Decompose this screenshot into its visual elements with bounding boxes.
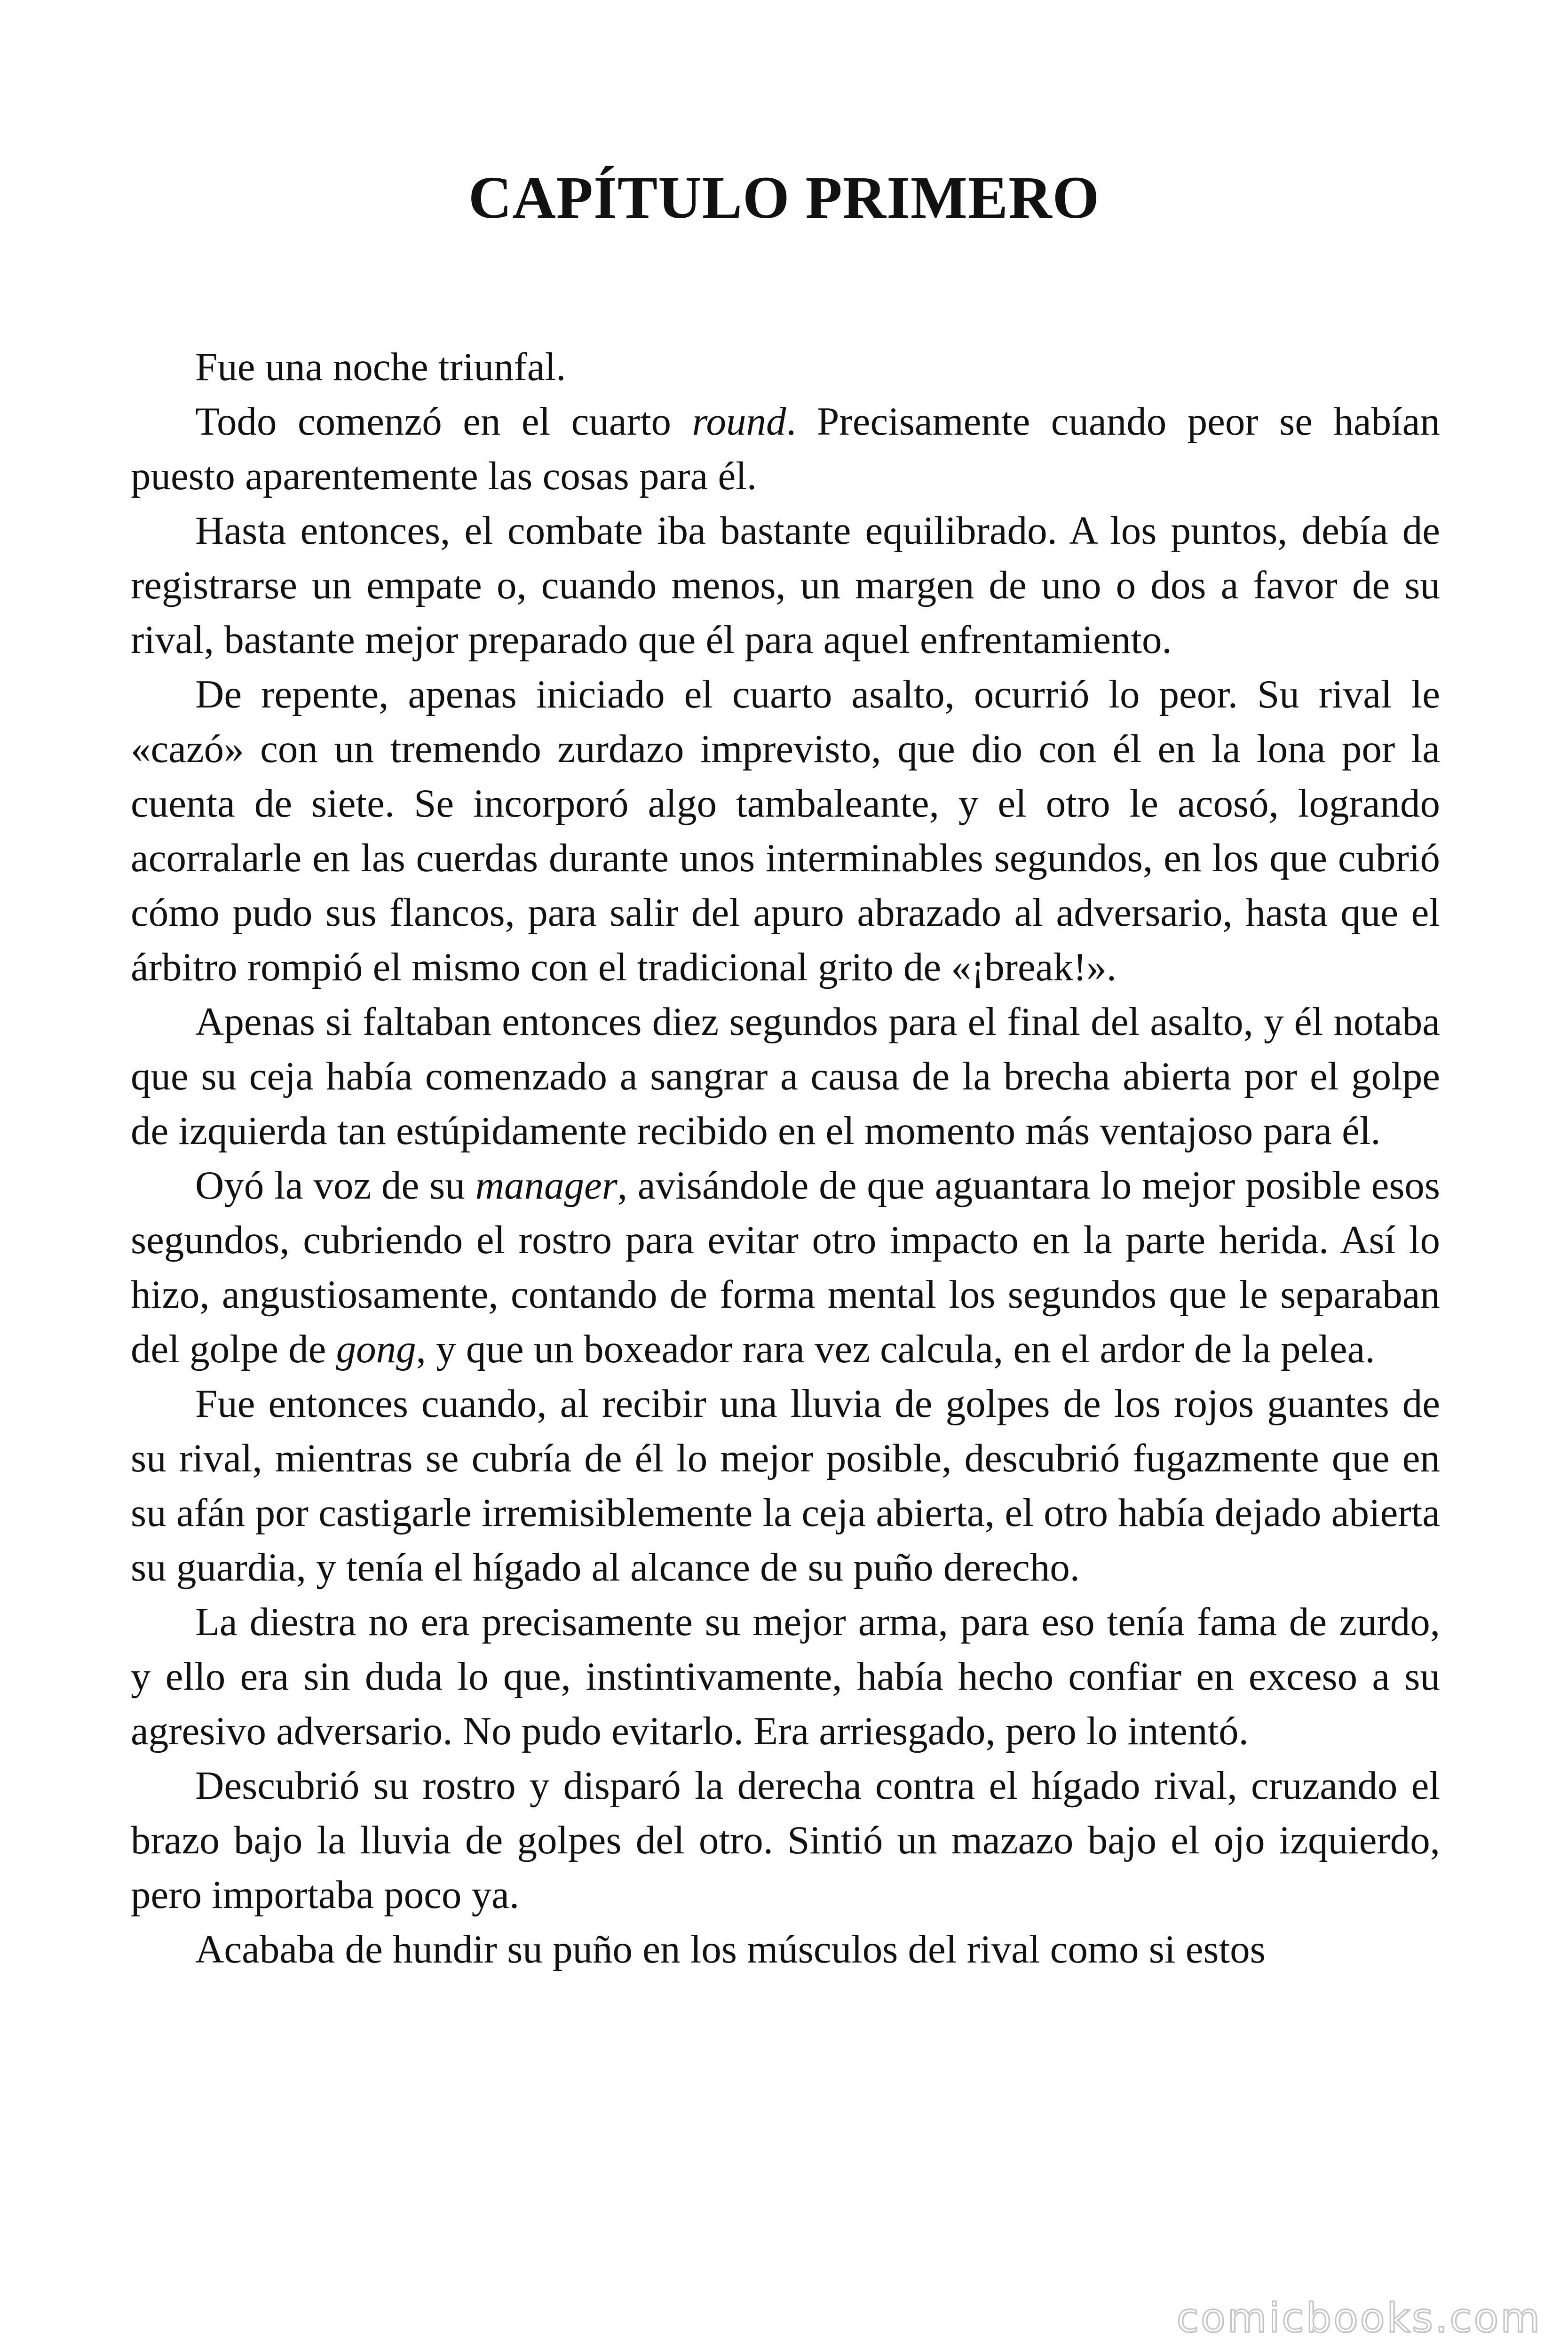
text-run: La diestra no era precisamente su mejor arma, para eso tenía fama de zurdo, y ello era sin duda lo que, instintivamente, había hecho confiar en exceso a su agresivo adversario. No pudo evitarlo. Era arriesgado, pero lo intentó. <box>131 1600 1440 1753</box>
text-run: Acababa de hundir su puño en los músculos del rival como si estos <box>195 1927 1266 1971</box>
italic-term: round <box>692 399 786 444</box>
chapter-title: CAPÍTULO PRIMERO <box>468 164 1100 231</box>
text-run: Todo comenzó en el cuarto <box>195 399 692 444</box>
text-run: . Precisamente cuando peor se habían puesto aparentemente las cosas para él. <box>131 399 1440 498</box>
paragraph <box>131 503 1440 667</box>
paragraph <box>131 1158 1440 1376</box>
chapter-body <box>131 340 1440 1977</box>
italic-term: gong <box>336 1327 416 1371</box>
text-run: , avisándole de que aguantara lo mejor posible esos segundos, cubriendo el rostro para evitar otro impacto en la parte herida. Así lo hizo, angustiosamente, contando de forma mental los segundos que le separaban del golpe de <box>131 1163 1441 1371</box>
text-run: Hasta entonces, el combate iba bastante equilibrado. A los puntos, debía de registrarse un empate o, cuando menos, un margen de uno o dos a favor de su rival, bastante mejor preparado que él para aquel enfrentamiento. <box>131 509 1440 662</box>
text-run: Descubrió su rostro y disparó la derecha contra el hígado rival, cruzando el brazo bajo la lluvia de golpes del otro. Sintió un mazazo bajo el ojo izquierdo, pero importaba poco ya. <box>131 1764 1440 1917</box>
text-run: Fue entonces cuando, al recibir una lluvia de golpes de los rojos guantes de su rival, mientras se cubría de él lo mejor posible, descubrió fugazmente que en su afán por castigarle irremisiblemente la ceja abierta, el otro había dejado abierta su guardia, y tenía el hígado al alcance de su puño derecho. <box>131 1382 1440 1589</box>
paragraph <box>131 1922 1440 1977</box>
paragraph <box>131 1758 1440 1922</box>
paragraph <box>131 340 1440 394</box>
text-run: Oyó la voz de su <box>195 1163 475 1208</box>
text-run: De repente, apenas iniciado el cuarto asalto, ocurrió lo peor. Su rival le «cazó» con un tremendo zurdazo imprevisto, que dio con él en la lona por la cuenta de siete. Se incorporó algo tambaleante, y el otro le acosó, logrando acorralarle en las cuerdas durante unos interminables segundos, en los que cubrió cómo pudo sus flancos, para salir del apuro abrazado al adversario, hasta que el árbitro rompió el mismo con el tradicional grito de «¡break!». <box>131 672 1440 989</box>
paragraph <box>131 394 1440 503</box>
paragraph <box>131 1376 1440 1595</box>
text-run: , y que un boxeador rara vez calcula, en el ardor de la pelea. <box>416 1327 1375 1371</box>
watermark: comicbooks.com <box>1176 2295 1542 2342</box>
paragraph <box>131 1595 1440 1758</box>
text-run: Apenas si faltaban entonces diez segundos para el final del asalto, y él notaba que su ceja había comenzado a sangrar a causa de la brecha abierta por el golpe de izquierda tan estúpidamente recibido en el momento más ventajoso para él. <box>131 1000 1440 1153</box>
text-run: Fue una noche triunfal. <box>195 345 566 389</box>
paragraph <box>131 667 1440 994</box>
paragraph <box>131 994 1440 1158</box>
italic-term: manager <box>475 1163 618 1208</box>
